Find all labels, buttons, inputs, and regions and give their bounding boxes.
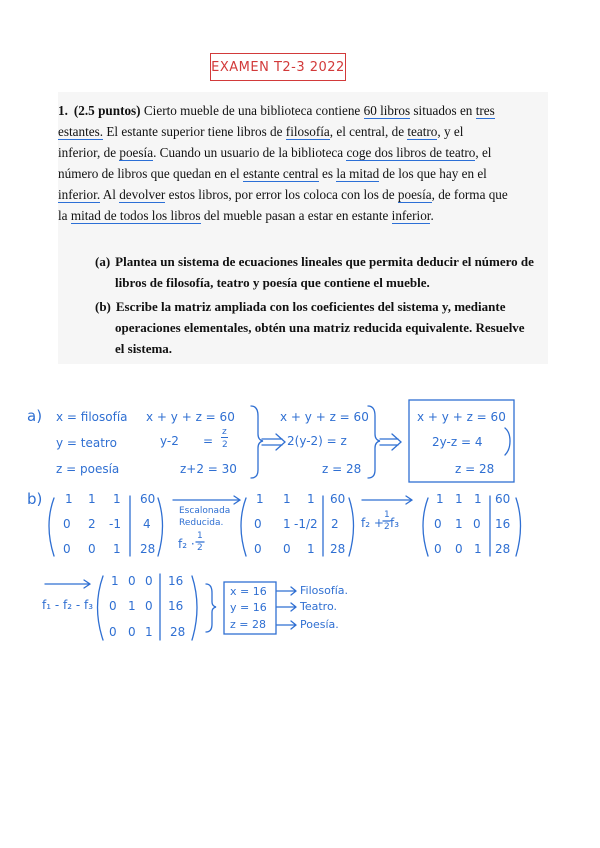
text-segment: . (430, 208, 434, 223)
matrix-cell: 1 (111, 574, 119, 588)
text-segment: inferior (391, 208, 431, 223)
arrow-1 (262, 434, 285, 450)
matrix-cell: 0 (109, 625, 117, 639)
matrix-cell: 0 (455, 542, 463, 556)
matrix-cell: 60 (140, 492, 156, 506)
var-z: z = poesía (56, 462, 120, 476)
matrix-cell: 1 (88, 492, 96, 506)
matrix-cell: 2 (88, 517, 96, 531)
label-b: b) (27, 490, 43, 508)
matrix-cell: 1 (455, 517, 463, 531)
matrix-cell: 60 (330, 492, 346, 506)
matrix-cell: 16 (168, 574, 184, 588)
matrix-cell: 0 (145, 574, 153, 588)
text-segment: número de libros que quedan en el (58, 166, 243, 181)
text-segment: situados en (410, 103, 476, 118)
text-segment: coge dos libros de teatro (346, 145, 476, 160)
op2-label: f₂ + (361, 516, 384, 530)
arrow-4 (362, 496, 412, 504)
text-segment: el sistema. (115, 341, 173, 356)
matrix-cell: 1 (307, 542, 315, 556)
m4-paren-left (98, 576, 104, 640)
matrix-cell: 28 (170, 625, 186, 639)
brace-sys3 (505, 428, 510, 455)
op1-note-2: Reducida. (179, 518, 224, 528)
brace-sys2 (368, 406, 380, 478)
sys3-eq1: x + y + z = 60 (417, 410, 506, 424)
matrix-cell: 0 (63, 517, 71, 531)
sys1-eq3: z+2 = 30 (180, 462, 237, 476)
matrix-cell: 4 (143, 517, 151, 531)
text-segment: de los que hay en el (379, 166, 487, 181)
op2-den: 2 (384, 522, 390, 532)
text-segment: estante central (242, 166, 319, 181)
m1-paren-right (158, 498, 163, 556)
op1-note-1: Escalonada (179, 506, 231, 516)
arrow-2 (380, 434, 401, 450)
brace-results (206, 584, 216, 632)
text-segment: operaciones elementales, obtén una matriz reducida equivalente. Resuelve (115, 320, 525, 335)
result-name-y: Teatro. (300, 600, 337, 613)
sys1-frac-den: 2 (222, 440, 228, 450)
matrix-cell: 1 (145, 625, 153, 639)
sys3-eq3: z = 28 (455, 462, 495, 476)
m2-paren-right (349, 498, 354, 556)
matrix-cell: 0 (128, 574, 136, 588)
matrix-cell: 1 (283, 517, 291, 531)
op1-num: 1 (197, 531, 203, 541)
matrix-cell: 1 (455, 492, 463, 506)
matrix-cell: 1 (283, 492, 291, 506)
text-segment: Al (100, 187, 120, 202)
text-segment: (b) (95, 299, 111, 314)
text-segment: Cierto mueble de una biblioteca contiene (143, 103, 364, 118)
text-segment: (a) (95, 254, 111, 269)
matrix-cell: 0 (283, 542, 291, 556)
result-name-x: Filosofía. (300, 584, 348, 597)
matrix-cell: -1 (109, 517, 121, 531)
arrow-r1 (277, 587, 296, 595)
arrow-5 (45, 580, 90, 588)
matrix-cell: 0 (473, 517, 481, 531)
var-y: y = teatro (56, 436, 117, 450)
text-segment: teatro (407, 124, 438, 139)
matrix-cell: 28 (495, 542, 511, 556)
matrix-cell: 2 (331, 517, 339, 531)
matrix-cell: 28 (330, 542, 346, 556)
matrix-cell: 1 (256, 492, 264, 506)
op1-label: f₂ · (178, 537, 195, 551)
sys2-eq2: 2(y-2) = z (287, 434, 347, 448)
sys2-eq3: z = 28 (322, 462, 362, 476)
sys2-eq1: x + y + z = 60 (280, 410, 369, 424)
matrix-cell: 28 (140, 542, 156, 556)
text-segment: , el (475, 145, 492, 160)
result-name-z: Poesía. (300, 618, 339, 631)
text-segment: , y el (437, 124, 464, 139)
sys3-eq2: 2y-z = 4 (432, 435, 483, 449)
matrix-cell: 0 (109, 599, 117, 613)
var-x: x = filosofía (56, 410, 128, 424)
text-segment: 1. (58, 103, 68, 118)
matrix-cell: 1 (474, 542, 482, 556)
matrix-cell: 0 (434, 542, 442, 556)
m4-paren-right (192, 576, 197, 640)
matrix-cell: 0 (254, 517, 262, 531)
text-segment: libros de filosofía, teatro y poesía que contiene el mueble. (115, 275, 430, 290)
sys1-eq2-eq: = (203, 434, 214, 448)
sys1-frac-num: z (222, 427, 227, 437)
text-segment: Plantea un sistema de ecuaciones lineales que permita deducir el número de (115, 254, 534, 269)
text-segment: filosofía (285, 124, 330, 139)
matrix-cell: 0 (63, 542, 71, 556)
exam-title: EXAMEN T2-3 2022 (210, 53, 346, 81)
brace-sys1 (251, 406, 263, 478)
label-a: a) (27, 407, 43, 425)
op2-num: 1 (384, 510, 390, 520)
text-segment: devolver (119, 187, 166, 202)
matrix-cell: 1 (65, 492, 73, 506)
text-segment: la (58, 208, 71, 223)
matrix-cell: 1 (128, 599, 136, 613)
op3-label: f₁ - f₂ - f₃ (42, 598, 94, 612)
matrix-cell: 1 (113, 542, 121, 556)
text-segment: inferior. (58, 187, 101, 202)
arrow-r2 (277, 603, 296, 611)
sys1-eq2-lhs: y-2 (160, 434, 179, 448)
text-segment: tres (475, 103, 495, 118)
text-segment: (2.5 puntos) (73, 103, 141, 118)
m2-paren-left (241, 498, 246, 556)
matrix-cell: 16 (168, 599, 184, 613)
matrix-cell: 0 (145, 599, 153, 613)
matrix-cell: 1 (307, 492, 315, 506)
text-segment: inferior, de (58, 145, 120, 160)
matrix-cell: -1/2 (294, 517, 318, 531)
matrix-cell: 0 (128, 625, 136, 639)
arrow-3 (173, 496, 240, 504)
arrow-r3 (277, 621, 296, 629)
text-segment: El estante superior tiene libros de (103, 124, 286, 139)
text-segment: poesía (397, 187, 432, 202)
result-x: x = 16 (230, 585, 267, 598)
result-z: z = 28 (230, 618, 266, 631)
op1-den: 2 (197, 543, 203, 553)
text-segment: mitad de todos los libros (70, 208, 201, 223)
m1-paren-left (49, 498, 54, 556)
text-segment: estos libros, por error los coloca con los de (165, 187, 398, 202)
matrix-cell: 1 (474, 492, 482, 506)
text-segment: . Cuando un usuario de la biblioteca (153, 145, 347, 160)
op2-row: f₃ (390, 516, 400, 530)
matrix-cell: 0 (434, 517, 442, 531)
text-segment: es (318, 166, 337, 181)
text-segment: poesía (119, 145, 154, 160)
m3-paren-left (423, 498, 428, 556)
text-segment: , el central, de (329, 124, 408, 139)
sys1-eq1: x + y + z = 60 (146, 410, 235, 424)
text-segment: 60 libros (363, 103, 411, 118)
matrix-cell: 1 (436, 492, 444, 506)
text-segment: , de forma que (431, 187, 508, 202)
text-segment: Escribe la matriz ampliada con los coeficientes del sistema y, mediante (115, 299, 506, 314)
matrix-cell: 1 (113, 492, 121, 506)
matrix-cell: 16 (495, 517, 511, 531)
text-segment: estantes. (58, 124, 104, 139)
text-segment: del mueble pasan a estar en estante (200, 208, 392, 223)
result-y: y = 16 (230, 601, 267, 614)
text-segment: la mitad (336, 166, 380, 181)
matrix-cell: 0 (88, 542, 96, 556)
matrix-cell: 0 (254, 542, 262, 556)
m3-paren-right (516, 498, 521, 556)
matrix-cell: 60 (495, 492, 511, 506)
